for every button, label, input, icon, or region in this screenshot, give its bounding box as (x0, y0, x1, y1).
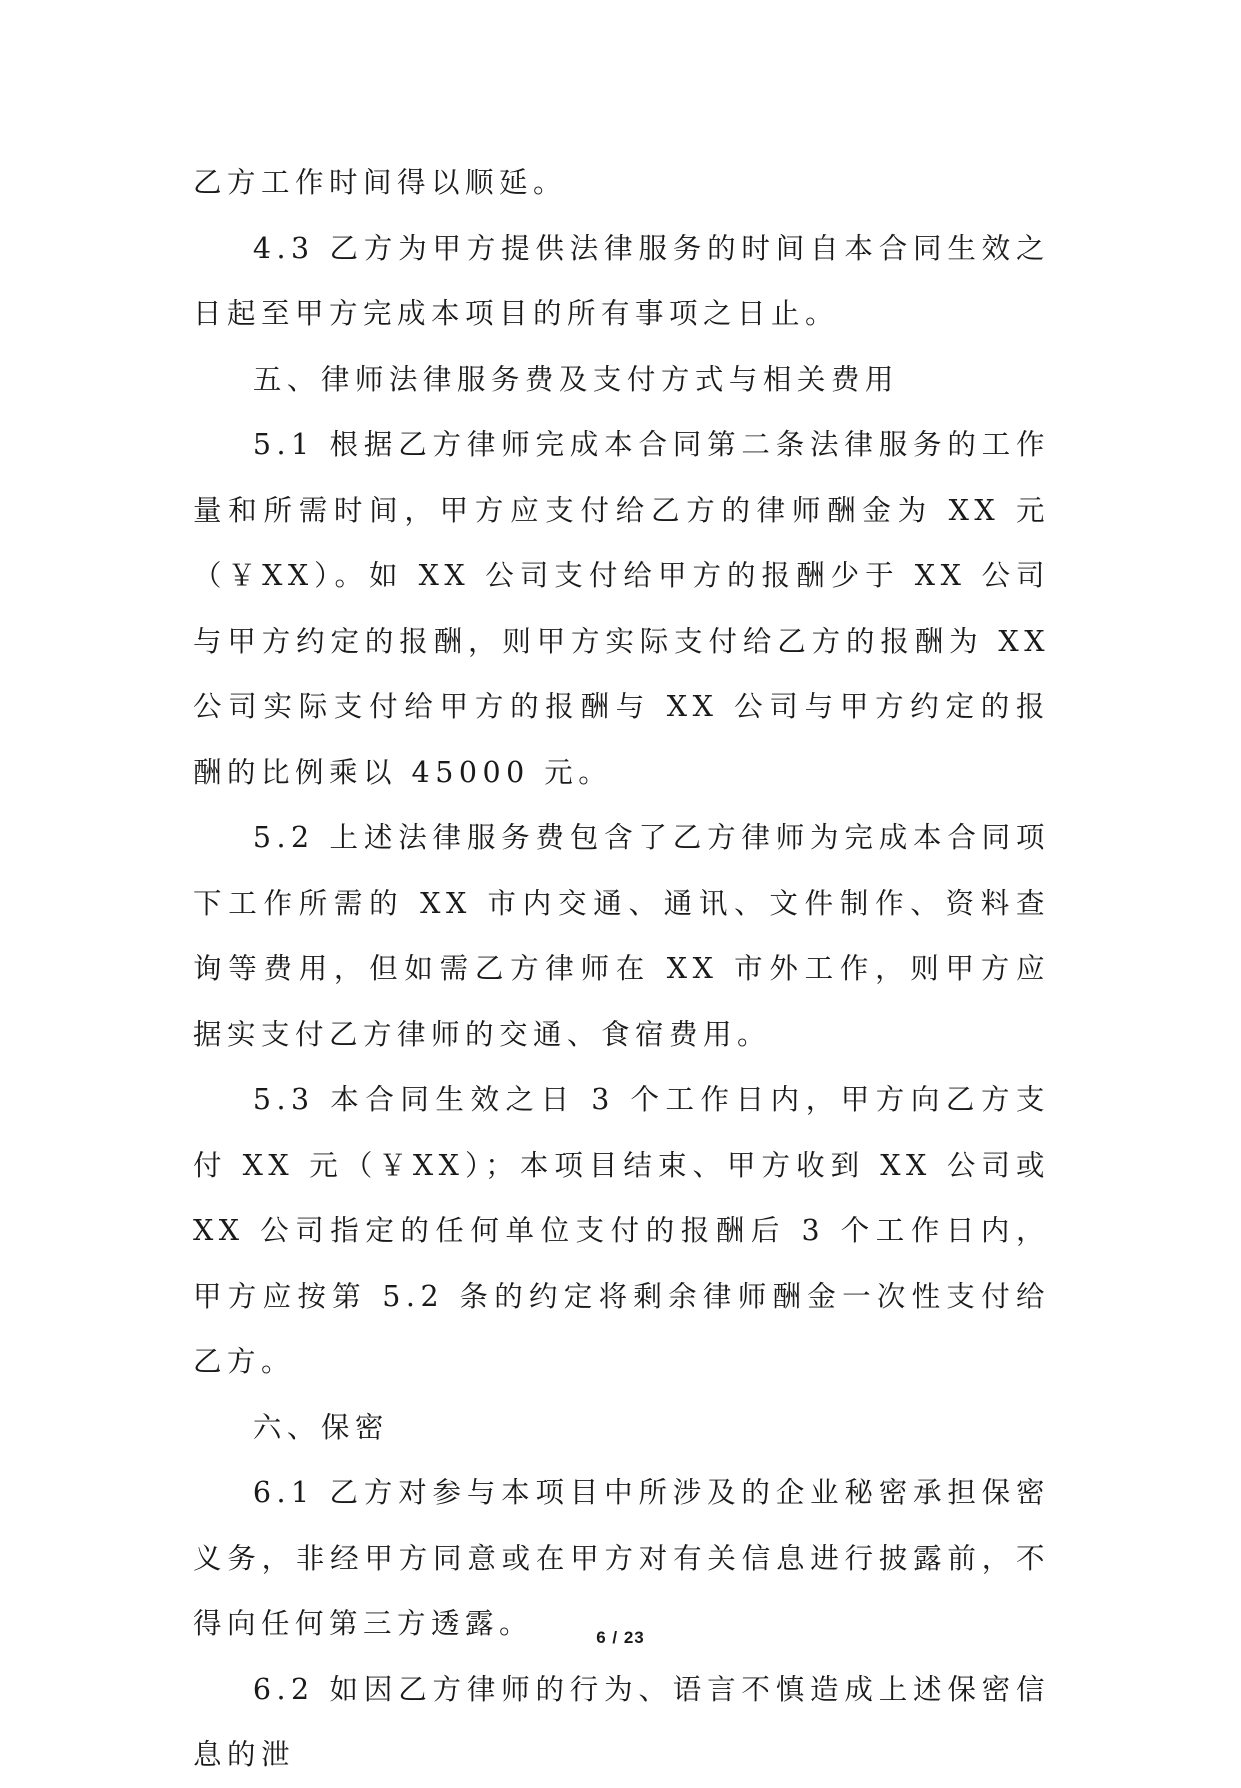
paragraph: 6.2 如因乙方律师的行为、语言不慎造成上述保密信息的泄 (193, 1672, 1050, 1771)
page-number: 6 / 23 (596, 1628, 645, 1647)
section-heading: 六、保密 (252, 1410, 389, 1444)
paragraph: 6.1 乙方对参与本项目中所涉及的企业秘密承担保密义务，非经甲方同意或在甲方对有关信息进行披露前，不得向任何第三方透露。 (193, 1476, 1050, 1640)
paragraph: 5.3 本合同生效之日 3 个工作日内，甲方向乙方支付 XX 元（￥XX）；本项目结束、甲方收到 XX 公司或 XX 公司指定的任何单位支付的报酬后 3 个工作日内，甲方应按第 5.2 条的约定将剩余律师酬金一次性支付给乙方。 (193, 1083, 1050, 1378)
paragraph: 5.2 上述法律服务费包含了乙方律师为完成本合同项下工作所需的 XX 市内交通、通讯、文件制作、资料查询等费用，但如需乙方律师在 XX 市外工作，则甲方应据实支付乙方律师的交通、食宿费用。 (193, 821, 1050, 1051)
paragraph: 乙方工作时间得以顺延。 (193, 166, 568, 199)
paragraph: 4.3 乙方为甲方提供法律服务的时间自本合同生效之日起至甲方完成本项目的所有事项之日止。 (193, 231, 1050, 330)
document-body (193, 150, 1050, 1788)
paragraph: 5.1 根据乙方律师完成本合同第二条法律服务的工作量和所需时间，甲方应支付给乙方的律师酬金为 XX 元（￥XX）。如 XX 公司支付给甲方的报酬少于 XX 公司与甲方约定的报酬，则甲方实际支付给乙方的报酬为 XX 公司实际支付给甲方的报酬与 XX 公司与甲方约定的报酬的比例乘以 45000 元。 (193, 428, 1050, 789)
section-heading: 五、律师法律服务费及支付方式与相关费用 (252, 362, 899, 396)
